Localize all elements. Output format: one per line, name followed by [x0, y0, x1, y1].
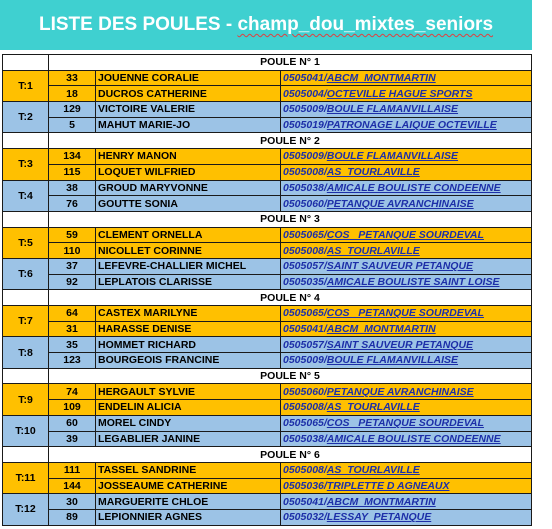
club-name-link[interactable]: AS TOURLAVILLE [326, 401, 420, 414]
club-cell [281, 431, 532, 447]
club-name-link[interactable]: BOULE FLAMANVILLAISE [326, 103, 459, 116]
table-row [3, 70, 532, 86]
club-code: 0505065/ [283, 417, 327, 430]
player-number: 129 [49, 102, 96, 118]
poule-header-row [3, 447, 532, 463]
team-label: T:1 [3, 70, 49, 101]
table-row [3, 337, 532, 353]
club-cell [281, 196, 532, 212]
player-number: 64 [49, 306, 96, 322]
player-number: 92 [49, 274, 96, 290]
club-cell [281, 321, 532, 337]
player-name: HERGAULT SYLVIE [96, 384, 281, 400]
player-number: 110 [49, 243, 96, 259]
table-row [3, 274, 532, 290]
club-name-link[interactable]: SAINT SAUVEUR PETANQUE [326, 338, 474, 351]
table-row [3, 164, 532, 180]
team-label: T:10 [3, 415, 49, 446]
club-name-link[interactable]: AMICALE BOULISTE SAINT LOISE [326, 275, 500, 288]
player-name: GROUD MARYVONNE [96, 180, 281, 196]
player-number: 38 [49, 180, 96, 196]
club-code: 0505008/ [283, 244, 327, 257]
club-code: 0505038/ [283, 432, 327, 445]
club-cell [281, 102, 532, 118]
player-number: 33 [49, 70, 96, 86]
club-code: 0505008/ [283, 166, 327, 179]
table-row [3, 306, 532, 322]
club-cell [281, 180, 532, 196]
player-name: TASSEL SANDRINE [96, 462, 281, 478]
table-row [3, 400, 532, 416]
poule-header-row [3, 133, 532, 149]
club-name-link[interactable]: AS TOURLAVILLE [326, 166, 420, 179]
club-code: 0505008/ [283, 401, 327, 414]
club-name-link[interactable]: SAINT SAUVEUR PETANQUE [326, 260, 474, 273]
club-cell [281, 509, 532, 525]
player-name: GOUTTE SONIA [96, 196, 281, 212]
table-row [3, 494, 532, 510]
player-name: HARASSE DENISE [96, 321, 281, 337]
player-number: 111 [49, 462, 96, 478]
player-name: LEFEVRE-CHALLIER MICHEL [96, 258, 281, 274]
player-name: MAHUT MARIE-JO [96, 117, 281, 133]
player-name: DUCROS CATHERINE [96, 86, 281, 102]
player-number: 109 [49, 400, 96, 416]
club-cell [281, 164, 532, 180]
table-row [3, 149, 532, 165]
club-cell [281, 478, 532, 494]
club-cell [281, 243, 532, 259]
poule-header-gap [3, 447, 49, 463]
player-number: 89 [49, 509, 96, 525]
team-label: T:6 [3, 258, 49, 289]
player-name: MOREL CINDY [96, 415, 281, 431]
club-name-link[interactable]: COS PETANQUE SOURDEVAL [326, 417, 484, 430]
table-row [3, 180, 532, 196]
club-code: 0505057/ [283, 338, 327, 351]
club-code: 0505036/ [283, 479, 327, 492]
club-name-link[interactable]: PETANQUE AVRANCHINAISE [326, 197, 474, 210]
table-row [3, 509, 532, 525]
team-label: T:11 [3, 462, 49, 493]
club-code: 0505004/ [283, 87, 327, 100]
team-label: T:4 [3, 180, 49, 211]
club-name-link[interactable]: PETANQUE AVRANCHINAISE [326, 385, 474, 398]
poule-header-gap [3, 133, 49, 149]
player-number: 39 [49, 431, 96, 447]
club-cell [281, 227, 532, 243]
club-cell [281, 415, 532, 431]
poule-label: POULE N° 3 [49, 211, 532, 227]
poule-header-row [3, 368, 532, 384]
player-name: CASTEX MARILYNE [96, 306, 281, 322]
table-row [3, 415, 532, 431]
player-name: LEGABLIER JANINE [96, 431, 281, 447]
player-number: 59 [49, 227, 96, 243]
poule-label: POULE N° 1 [49, 55, 532, 71]
table-row [3, 353, 532, 369]
club-name-link[interactable]: BOULE FLAMANVILLAISE [326, 354, 459, 367]
club-name-link[interactable]: LESSAY PETANQUE [326, 511, 432, 524]
poule-header-gap [3, 368, 49, 384]
club-name-link[interactable]: ABCM MONTMARTIN [326, 495, 436, 508]
club-code: 0505041/ [283, 72, 327, 85]
player-number: 31 [49, 321, 96, 337]
club-code: 0505041/ [283, 495, 327, 508]
club-cell [281, 274, 532, 290]
team-label: T:7 [3, 306, 49, 337]
poule-label: POULE N° 6 [49, 447, 532, 463]
club-name-link[interactable]: PATRONAGE LAIQUE OCTEVILLE [326, 119, 497, 132]
team-label: T:8 [3, 337, 49, 368]
club-code: 0505057/ [283, 260, 327, 273]
club-cell [281, 70, 532, 86]
team-label: T:5 [3, 227, 49, 258]
club-code: 0505060/ [283, 197, 327, 210]
player-name: LEPLATOIS CLARISSE [96, 274, 281, 290]
club-code: 0505008/ [283, 464, 327, 477]
poule-label: POULE N° 2 [49, 133, 532, 149]
club-cell [281, 149, 532, 165]
club-name-link[interactable]: COS PETANQUE SOURDEVAL [326, 307, 484, 320]
club-cell [281, 494, 532, 510]
player-name: BOURGEOIS FRANCINE [96, 353, 281, 369]
table-row [3, 384, 532, 400]
table-row [3, 462, 532, 478]
poules-table-body [3, 55, 532, 526]
club-code: 0505009/ [283, 150, 327, 163]
club-cell [281, 400, 532, 416]
club-name-link[interactable]: BOULE FLAMANVILLAISE [326, 150, 459, 163]
poule-header-row [3, 211, 532, 227]
page-title [0, 0, 532, 50]
player-number: 115 [49, 164, 96, 180]
title-prefix: LISTE DES POULES - [38, 14, 238, 35]
player-name: JOSSEAUME CATHERINE [96, 478, 281, 494]
club-name-link[interactable]: ABCM MONTMARTIN [326, 323, 436, 336]
club-cell [281, 117, 532, 133]
table-row [3, 431, 532, 447]
player-name: JOUENNE CORALIE [96, 70, 281, 86]
club-cell [281, 86, 532, 102]
player-name: ENDELIN ALICIA [96, 400, 281, 416]
player-number: 5 [49, 117, 96, 133]
team-label: T:9 [3, 384, 49, 415]
club-code: 0505060/ [283, 385, 327, 398]
club-cell [281, 337, 532, 353]
club-code: 0505009/ [283, 354, 327, 367]
player-number: 35 [49, 337, 96, 353]
club-name-link[interactable]: AS TOURLAVILLE [326, 464, 420, 477]
club-name-link[interactable]: COS PETANQUE SOURDEVAL [326, 228, 484, 241]
team-label: T:3 [3, 149, 49, 180]
club-cell [281, 462, 532, 478]
club-name-link[interactable]: AMICALE BOULISTE CONDEENNE [326, 432, 501, 445]
poule-header-row [3, 290, 532, 306]
table-row [3, 258, 532, 274]
poule-header-row [3, 55, 532, 71]
club-cell [281, 258, 532, 274]
team-label: T:12 [3, 494, 49, 525]
table-row [3, 227, 532, 243]
club-code: 0505009/ [283, 103, 327, 116]
player-number: 134 [49, 149, 96, 165]
club-name-link[interactable]: OCTEVILLE HAGUE SPORTS [326, 87, 473, 100]
club-code: 0505065/ [283, 307, 327, 320]
player-name: CLEMENT ORNELLA [96, 227, 281, 243]
player-name: HOMMET RICHARD [96, 337, 281, 353]
club-code: 0505065/ [283, 228, 327, 241]
table-row [3, 102, 532, 118]
title-underlined: champ_dou_mixtes_seniors [237, 14, 494, 35]
player-name: LOQUET WILFRIED [96, 164, 281, 180]
table-row [3, 196, 532, 212]
table-row [3, 243, 532, 259]
player-name: MARGUERITE CHLOE [96, 494, 281, 510]
table-row [3, 478, 532, 494]
club-cell [281, 306, 532, 322]
club-code: 0505035/ [283, 275, 327, 288]
club-cell [281, 353, 532, 369]
club-name-link[interactable]: ABCM MONTMARTIN [326, 72, 436, 85]
poules-table [2, 54, 532, 526]
player-name: VICTOIRE VALERIE [96, 102, 281, 118]
club-name-link[interactable]: AMICALE BOULISTE CONDEENNE [326, 181, 501, 194]
player-name: NICOLLET CORINNE [96, 243, 281, 259]
table-row [3, 321, 532, 337]
table-row [3, 117, 532, 133]
player-number: 74 [49, 384, 96, 400]
table-row [3, 86, 532, 102]
player-number: 144 [49, 478, 96, 494]
poule-label: POULE N° 5 [49, 368, 532, 384]
player-number: 18 [49, 86, 96, 102]
poule-header-gap [3, 211, 49, 227]
player-number: 37 [49, 258, 96, 274]
poule-header-gap [3, 55, 49, 71]
poule-header-gap [3, 290, 49, 306]
player-name: LEPIONNIER AGNES [96, 509, 281, 525]
player-name: HENRY MANON [96, 149, 281, 165]
club-cell [281, 384, 532, 400]
club-name-link[interactable]: AS TOURLAVILLE [326, 244, 420, 257]
player-number: 76 [49, 196, 96, 212]
player-number: 60 [49, 415, 96, 431]
team-label: T:2 [3, 102, 49, 133]
club-code: 0505038/ [283, 181, 327, 194]
player-number: 123 [49, 353, 96, 369]
club-code: 0505041/ [283, 323, 327, 336]
poule-label: POULE N° 4 [49, 290, 532, 306]
club-code: 0505032/ [283, 511, 327, 524]
club-code: 0505019/ [283, 119, 327, 132]
club-name-link[interactable]: TRIPLETTE D AGNEAUX [326, 479, 450, 492]
player-number: 30 [49, 494, 96, 510]
